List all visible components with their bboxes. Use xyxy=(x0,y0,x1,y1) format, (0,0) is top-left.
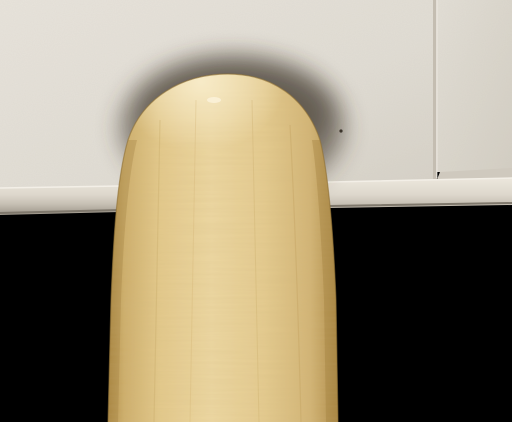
wooden-handle xyxy=(100,70,340,422)
tile-speck xyxy=(339,129,342,132)
tile-grout-highlight xyxy=(436,0,438,178)
wall-tile-right xyxy=(437,0,512,172)
handle-dent xyxy=(207,97,221,103)
